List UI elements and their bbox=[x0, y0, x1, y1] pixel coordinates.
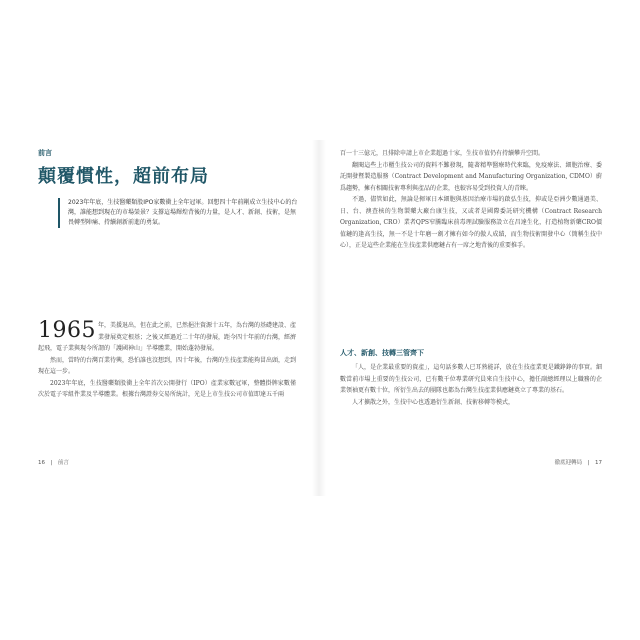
book-spread bbox=[18, 140, 622, 496]
right-body-top bbox=[340, 148, 602, 252]
paragraph-text: 年，美援退出，但在此之前，已然挹注資源十五年，為台灣的基礎建設、產業發展奠定根基；之後又經過近二十年的發展，距今四十年前的台灣，經濟起飛，電子業與現今所謂的「護國神山」半導體業，開始蓬勃發展。 bbox=[38, 322, 297, 352]
intro-text: 2023年年底，生技醫藥類股IPO家數衝上全年冠軍。回想四十年前剛成立生技中心的台灣，誰能想到現在的市場榮景？支撐這場輝煌背後的力量，是人才、新創、技術，是無畏轉型陣痛、持續創新前進的勇氣。 bbox=[68, 199, 298, 226]
paragraph: 「人，是企業最重要的資產」，這句話多數人已耳熟能詳，放在生技產業更是鐵錚錚的事實。細數當前市場上重要的生技公司，已有數千位專業研究員來自生技中心，擔任副總經理以上職務的企業領袖更有數十位，所衍生出去的團隊也都為台灣生技產業供應鏈奠立了專業的基石。 bbox=[340, 364, 602, 394]
paragraph: 翻閱這些上市櫃生技公司的資料不難發現，隨著精準醫療時代來臨，免疫療法、細胞治療、委託開發暨製造服務（Contract Development and Manufacturing Organization, CDMO）蔚爲趨勢，擁有相關技術專利與產品的企業，也較容易受到投資人的青睞。 bbox=[340, 161, 602, 192]
right-body-bottom bbox=[340, 362, 602, 408]
page-folio-left: 16 | 前言 bbox=[38, 460, 69, 466]
paragraph: 百一十三億元，且排除申請上市企業超過十家，生技市值仍有持續攀升空間。 bbox=[340, 150, 545, 157]
page-folio-right: 徹底迎轉局 | 17 bbox=[554, 460, 602, 466]
paragraph: 然而，當時的台灣百業待興，恐怕誰也沒想到，四十年後，台灣的生技產業能夠冒出頭，走到現在這一步。 bbox=[38, 356, 297, 375]
right-page bbox=[320, 140, 622, 496]
section-subheading: 人才、新創、技轉三管齊下 bbox=[340, 349, 424, 357]
paragraph: 不過，儘管如此，無論是揮軍日本細胞與基因治療市場的啟弘生技，抑或是亞洲少數通過美、日、台、澳查核的生物製藥大廠台康生技，又或者是國際委託研究機構（Contract Research Organization, CRO）業者QPS窄騰臨床前毒理試驗服務設立在昌達生化，打造植物新藥CRO價值鏈的逢高生技，無一不是十年磨一劍才擁有如今的傲人成績，而生物技術開發中心（簡稱生技中心），正是這些企業能在生技產業供應鏈占有一席之地背後的重要推手。 bbox=[340, 196, 602, 249]
paragraph bbox=[38, 320, 296, 355]
left-page bbox=[18, 140, 318, 496]
chapter-title: 顛覆慣性，超前布局 bbox=[38, 166, 209, 187]
section-label: 前言 bbox=[38, 149, 52, 157]
paragraph: 人才擴散之外，生技中心也透過衍生新創、技術移轉等模式， bbox=[352, 398, 515, 406]
left-body bbox=[38, 320, 296, 401]
paragraph: 2023年年底，生技醫藥類股衝上全年首次公開發行（IPO）產業家數冠軍，整體掛牌家數僅次於電子零組件業及半導體業。根據台灣證券交易所統計，光是上市生技公司市值即達五千兩 bbox=[38, 379, 296, 398]
drop-year: 1965 bbox=[38, 318, 96, 343]
intro-box bbox=[58, 198, 300, 228]
